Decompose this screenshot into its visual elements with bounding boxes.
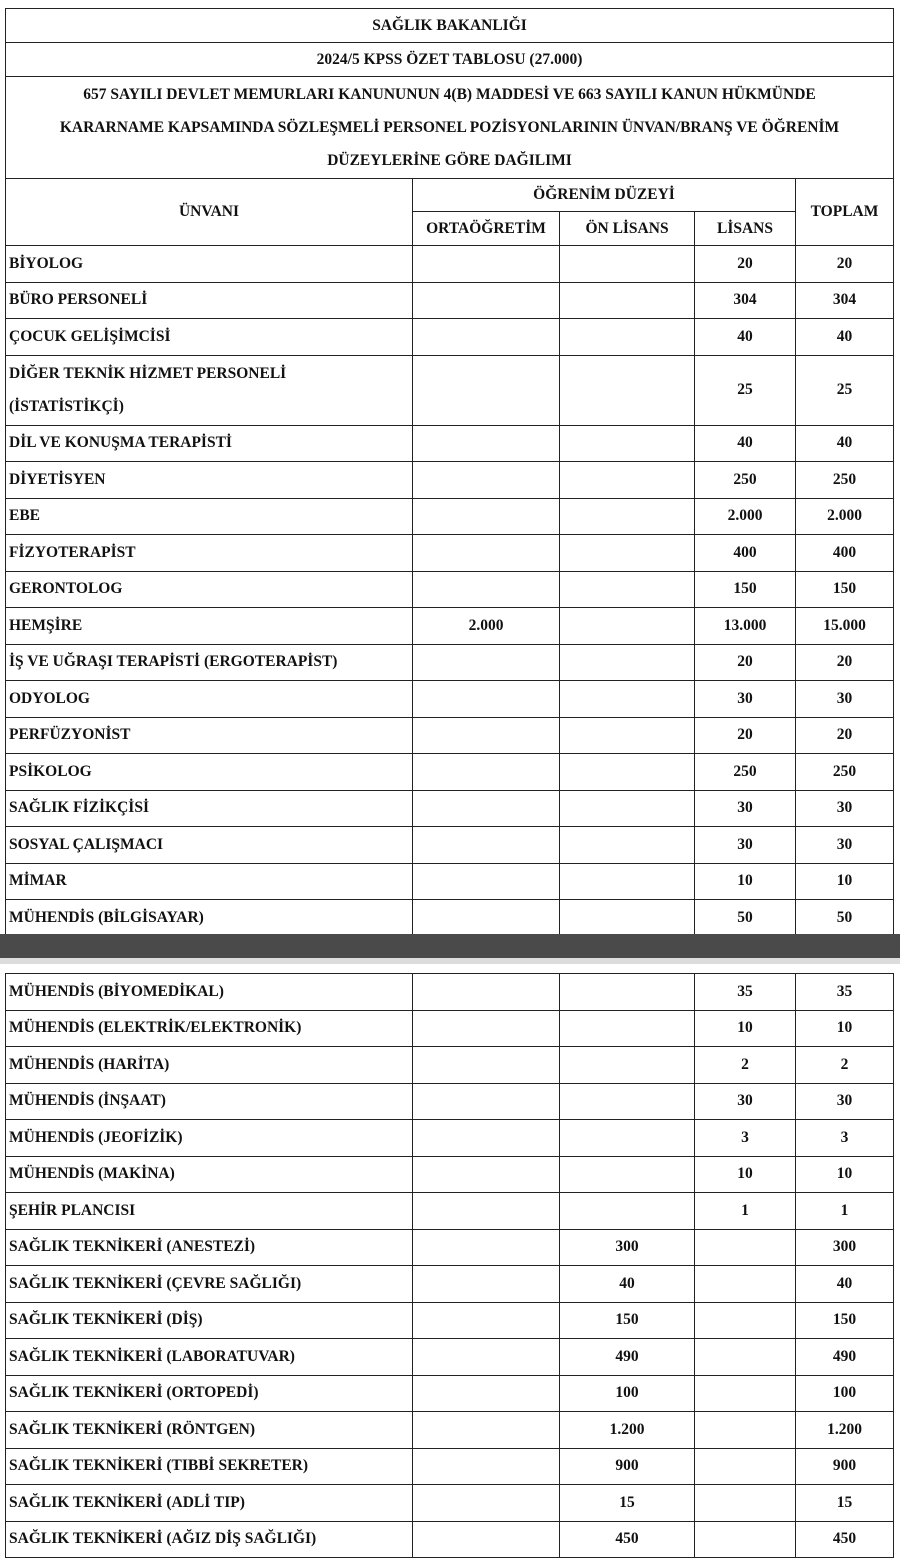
cell-associate: [560, 1156, 695, 1193]
cell-secondary: [413, 790, 560, 827]
cell-bachelor: 400: [695, 535, 796, 572]
cell-total: 450: [796, 1521, 894, 1558]
table-row: [6, 681, 894, 718]
cell-bachelor: [695, 1229, 796, 1266]
cell-associate: [560, 974, 695, 1011]
cell-total: 30: [796, 827, 894, 864]
cell-associate: 300: [560, 1229, 695, 1266]
table-row: [6, 1047, 894, 1084]
cell-secondary: [413, 863, 560, 900]
table-row: [6, 319, 894, 356]
cell-title-line-1: DİĞER TEKNİK HİZMET PERSONELİ: [9, 365, 287, 382]
cell-bachelor: [695, 1302, 796, 1339]
cell-title: ODYOLOG: [6, 681, 413, 718]
cell-total: 304: [796, 282, 894, 319]
cell-total: 250: [796, 754, 894, 791]
cell-title: MÜHENDİS (BİLGİSAYAR): [6, 900, 413, 937]
cell-title: SAĞLIK TEKNİKERİ (ANESTEZİ): [6, 1229, 413, 1266]
description-line-3: DÜZEYLERİNE GÖRE DAĞILIMI: [327, 152, 572, 169]
cell-secondary: [413, 1302, 560, 1339]
table-row: [6, 425, 894, 462]
cell-associate: 100: [560, 1375, 695, 1412]
cell-total: 400: [796, 535, 894, 572]
cell-title: PSİKOLOG: [6, 754, 413, 791]
cell-secondary: [413, 246, 560, 283]
cell-associate: [560, 1083, 695, 1120]
cell-total: 15: [796, 1485, 894, 1522]
cell-secondary: [413, 355, 560, 425]
column-header-education-level: ÖĞRENİM DÜZEYİ: [413, 179, 796, 212]
cell-bachelor: 40: [695, 425, 796, 462]
cell-secondary: [413, 282, 560, 319]
column-header-title: ÜNVANI: [6, 179, 413, 246]
cell-secondary: [413, 1010, 560, 1047]
cell-total: 30: [796, 681, 894, 718]
cell-title: İŞ VE UĞRAŞI TERAPİSTİ (ERGOTERAPİST): [6, 644, 413, 681]
table-row: [6, 754, 894, 791]
table-row: [6, 1120, 894, 1157]
cell-secondary: [413, 1521, 560, 1558]
table-row: [6, 535, 894, 572]
table-row: [6, 1375, 894, 1412]
table-row: [6, 644, 894, 681]
cell-title: BÜRO PERSONELİ: [6, 282, 413, 319]
cell-bachelor: 25: [695, 355, 796, 425]
cell-total: 20: [796, 717, 894, 754]
cell-title: MÜHENDİS (MAKİNA): [6, 1156, 413, 1193]
cell-associate: [560, 608, 695, 645]
cell-bachelor: 30: [695, 790, 796, 827]
cell-secondary: [413, 319, 560, 356]
cell-associate: 15: [560, 1485, 695, 1522]
cell-title: DİL VE KONUŞMA TERAPİSTİ: [6, 425, 413, 462]
cell-associate: [560, 462, 695, 499]
cell-secondary: [413, 1339, 560, 1376]
cell-total: 150: [796, 1302, 894, 1339]
cell-title: HEMŞİRE: [6, 608, 413, 645]
cell-total: 100: [796, 1375, 894, 1412]
cell-title: SAĞLIK TEKNİKERİ (TIBBİ SEKRETER): [6, 1448, 413, 1485]
table-row: [6, 1339, 894, 1376]
table-row: [6, 608, 894, 645]
cell-title: MÜHENDİS (İNŞAAT): [6, 1083, 413, 1120]
cell-bachelor: [695, 1339, 796, 1376]
table-row: [6, 1302, 894, 1339]
cell-secondary: 2.000: [413, 608, 560, 645]
table-row: [6, 863, 894, 900]
cell-title: FİZYOTERAPİST: [6, 535, 413, 572]
cell-total: 150: [796, 571, 894, 608]
cell-associate: [560, 1193, 695, 1230]
cell-total: 10: [796, 863, 894, 900]
cell-total: 10: [796, 1156, 894, 1193]
cell-bachelor: 10: [695, 863, 796, 900]
cell-secondary: [413, 681, 560, 718]
table-row: [6, 246, 894, 283]
cell-secondary: [413, 1266, 560, 1303]
cell-associate: 150: [560, 1302, 695, 1339]
cell-associate: [560, 1047, 695, 1084]
cell-total: 3: [796, 1120, 894, 1157]
cell-total: 40: [796, 319, 894, 356]
cell-total: 20: [796, 644, 894, 681]
cell-title: MÜHENDİS (HARİTA): [6, 1047, 413, 1084]
cell-title: MÜHENDİS (ELEKTRİK/ELEKTRONİK): [6, 1010, 413, 1047]
cell-secondary: [413, 717, 560, 754]
staffing-table-part2: [5, 973, 894, 1558]
description-line-1: 657 SAYILI DEVLET MEMURLARI KANUNUNUN 4(B) MADDESİ VE 663 SAYILI KANUN HÜKMÜNDE: [83, 86, 816, 103]
cell-secondary: [413, 644, 560, 681]
cell-total: 15.000: [796, 608, 894, 645]
cell-total: 1: [796, 1193, 894, 1230]
cell-secondary: [413, 754, 560, 791]
cell-associate: [560, 425, 695, 462]
cell-title: SOSYAL ÇALIŞMACI: [6, 827, 413, 864]
table-row: [6, 1229, 894, 1266]
cell-bachelor: 150: [695, 571, 796, 608]
cell-bachelor: 13.000: [695, 608, 796, 645]
cell-associate: 900: [560, 1448, 695, 1485]
cell-bachelor: 20: [695, 717, 796, 754]
table-row: [6, 571, 894, 608]
cell-title: PERFÜZYONİST: [6, 717, 413, 754]
column-header-secondary: ORTAÖĞRETİM: [413, 212, 560, 246]
cell-secondary: [413, 1375, 560, 1412]
cell-title: SAĞLIK TEKNİKERİ (LABORATUVAR): [6, 1339, 413, 1376]
table-row: [6, 1266, 894, 1303]
cell-total: 50: [796, 900, 894, 937]
cell-total: 10: [796, 1010, 894, 1047]
cell-title: SAĞLIK TEKNİKERİ (AĞIZ DİŞ SAĞLIĞI): [6, 1521, 413, 1558]
cell-secondary: [413, 974, 560, 1011]
table-row: [6, 790, 894, 827]
table-row: [6, 1156, 894, 1193]
cell-secondary: [413, 571, 560, 608]
cell-title: EBE: [6, 498, 413, 535]
cell-associate: [560, 1010, 695, 1047]
cell-secondary: [413, 425, 560, 462]
cell-bachelor: [695, 1412, 796, 1449]
cell-total: 300: [796, 1229, 894, 1266]
cell-bachelor: 35: [695, 974, 796, 1011]
cell-total: 40: [796, 425, 894, 462]
cell-bachelor: 50: [695, 900, 796, 937]
cell-secondary: [413, 1412, 560, 1449]
cell-associate: [560, 355, 695, 425]
cell-associate: 490: [560, 1339, 695, 1376]
column-header-bachelor: LİSANS: [695, 212, 796, 246]
table-row: [6, 1193, 894, 1230]
cell-bachelor: 250: [695, 462, 796, 499]
column-header-associate: ÖN LİSANS: [560, 212, 695, 246]
cell-total: 30: [796, 1083, 894, 1120]
cell-associate: [560, 1120, 695, 1157]
cell-secondary: [413, 1156, 560, 1193]
cell-bachelor: 1: [695, 1193, 796, 1230]
ministry-title: SAĞLIK BAKANLIĞI: [6, 9, 894, 43]
cell-total: 250: [796, 462, 894, 499]
table-row: [6, 462, 894, 499]
cell-title: SAĞLIK TEKNİKERİ (ADLİ TIP): [6, 1485, 413, 1522]
cell-secondary: [413, 535, 560, 572]
cell-title: ŞEHİR PLANCISI: [6, 1193, 413, 1230]
cell-associate: [560, 282, 695, 319]
cell-bachelor: 304: [695, 282, 796, 319]
cell-associate: [560, 681, 695, 718]
table-subtitle: 2024/5 KPSS ÖZET TABLOSU (27.000): [6, 43, 894, 77]
cell-associate: [560, 717, 695, 754]
cell-bachelor: 40: [695, 319, 796, 356]
cell-total: 490: [796, 1339, 894, 1376]
column-header-total: TOPLAM: [796, 179, 894, 246]
cell-associate: [560, 863, 695, 900]
staffing-table-part1: [5, 8, 894, 937]
cell-title: MÜHENDİS (JEOFİZİK): [6, 1120, 413, 1157]
cell-title: SAĞLIK TEKNİKERİ (ÇEVRE SAĞLIĞI): [6, 1266, 413, 1303]
cell-total: 900: [796, 1448, 894, 1485]
cell-bachelor: [695, 1375, 796, 1412]
cell-bachelor: 30: [695, 827, 796, 864]
cell-bachelor: [695, 1521, 796, 1558]
cell-title: MİMAR: [6, 863, 413, 900]
description-line-2: KARARNAME KAPSAMINDA SÖZLEŞMELİ PERSONEL POZİSYONLARININ ÜNVAN/BRANŞ VE ÖĞRENİM: [59, 119, 840, 136]
cell-associate: [560, 319, 695, 356]
page-break-gap: [0, 958, 900, 964]
cell-associate: 450: [560, 1521, 695, 1558]
cell-associate: 40: [560, 1266, 695, 1303]
cell-secondary: [413, 1448, 560, 1485]
cell-secondary: [413, 1047, 560, 1084]
cell-total: 25: [796, 355, 894, 425]
table-row: [6, 1412, 894, 1449]
cell-secondary: [413, 1120, 560, 1157]
cell-bachelor: 10: [695, 1156, 796, 1193]
cell-bachelor: 3: [695, 1120, 796, 1157]
cell-associate: [560, 535, 695, 572]
cell-associate: [560, 644, 695, 681]
cell-bachelor: 2.000: [695, 498, 796, 535]
cell-total: 40: [796, 1266, 894, 1303]
cell-bachelor: 30: [695, 1083, 796, 1120]
cell-title: BİYOLOG: [6, 246, 413, 283]
table-row: [6, 498, 894, 535]
cell-bachelor: [695, 1266, 796, 1303]
cell-bachelor: [695, 1448, 796, 1485]
cell-associate: [560, 246, 695, 283]
cell-bachelor: 20: [695, 246, 796, 283]
table-row: [6, 1485, 894, 1522]
cell-associate: [560, 754, 695, 791]
cell-total: 35: [796, 974, 894, 1011]
table-row: [6, 1083, 894, 1120]
table-row: [6, 974, 894, 1011]
cell-total: 2: [796, 1047, 894, 1084]
table-row: [6, 900, 894, 937]
page-break-separator: [0, 934, 900, 958]
cell-title: SAĞLIK TEKNİKERİ (DİŞ): [6, 1302, 413, 1339]
cell-secondary: [413, 1485, 560, 1522]
cell-bachelor: 30: [695, 681, 796, 718]
cell-title: SAĞLIK TEKNİKERİ (RÖNTGEN): [6, 1412, 413, 1449]
cell-bachelor: [695, 1485, 796, 1522]
cell-secondary: [413, 498, 560, 535]
table-row: [6, 282, 894, 319]
cell-secondary: [413, 827, 560, 864]
table-row: [6, 1010, 894, 1047]
cell-secondary: [413, 900, 560, 937]
cell-associate: [560, 571, 695, 608]
table-row: [6, 827, 894, 864]
cell-bachelor: 20: [695, 644, 796, 681]
cell-bachelor: 250: [695, 754, 796, 791]
cell-associate: 1.200: [560, 1412, 695, 1449]
cell-title: DİYETİSYEN: [6, 462, 413, 499]
cell-title-line-2: (İSTATİSTİKÇİ): [9, 398, 124, 415]
cell-secondary: [413, 1193, 560, 1230]
table-row: [6, 1448, 894, 1485]
cell-total: 20: [796, 246, 894, 283]
cell-title: [6, 355, 413, 425]
cell-associate: [560, 498, 695, 535]
cell-total: 2.000: [796, 498, 894, 535]
cell-associate: [560, 900, 695, 937]
cell-bachelor: 2: [695, 1047, 796, 1084]
cell-total: 30: [796, 790, 894, 827]
cell-title: SAĞLIK FİZİKÇİSİ: [6, 790, 413, 827]
cell-total: 1.200: [796, 1412, 894, 1449]
cell-title: GERONTOLOG: [6, 571, 413, 608]
cell-bachelor: 10: [695, 1010, 796, 1047]
cell-associate: [560, 790, 695, 827]
cell-title: MÜHENDİS (BİYOMEDİKAL): [6, 974, 413, 1011]
cell-secondary: [413, 462, 560, 499]
table-row: [6, 355, 894, 425]
cell-title: SAĞLIK TEKNİKERİ (ORTOPEDİ): [6, 1375, 413, 1412]
table-row: [6, 1521, 894, 1558]
table-description: [6, 77, 894, 179]
cell-secondary: [413, 1083, 560, 1120]
cell-secondary: [413, 1229, 560, 1266]
cell-associate: [560, 827, 695, 864]
cell-title: ÇOCUK GELİŞİMCİSİ: [6, 319, 413, 356]
table-row: [6, 717, 894, 754]
